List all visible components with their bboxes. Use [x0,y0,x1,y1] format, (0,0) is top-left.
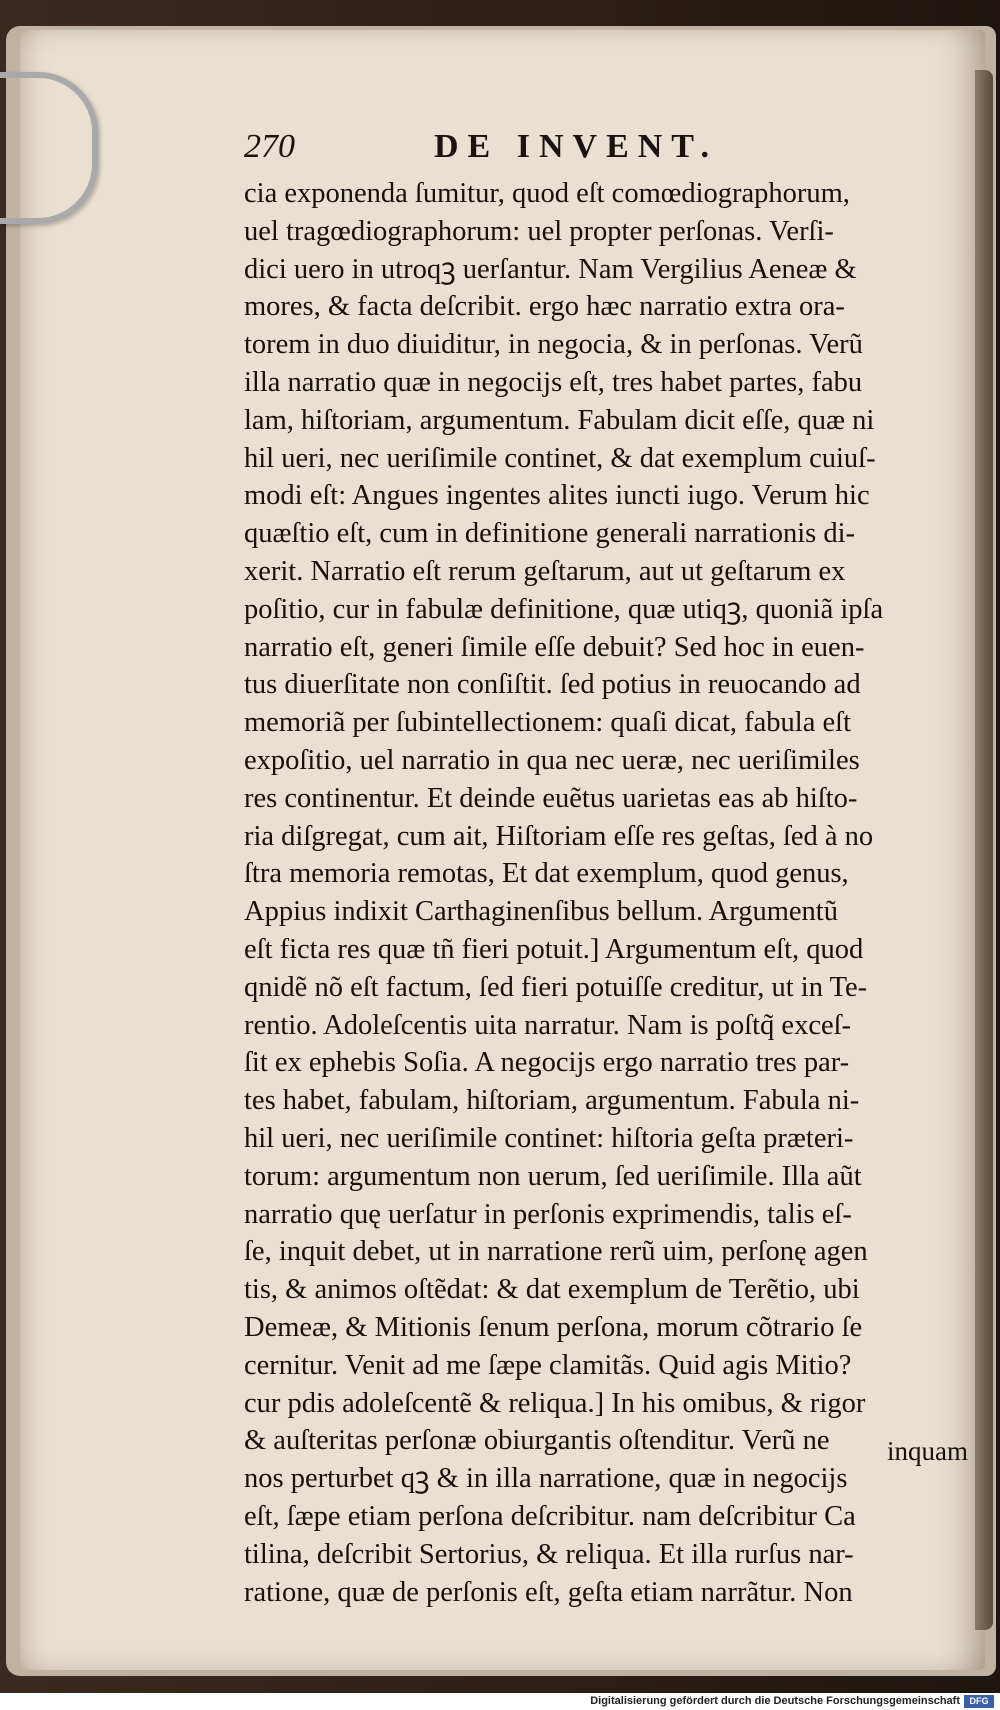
text-line: narratio eſt, generi ſimile eſſe debuit? Sed hoc in euen- [244,631,865,663]
text-line: cur pdis adoleſcentẽ & reliqua.] In his omibus, & rigor [244,1387,866,1419]
text-line: lam, hiſtoriam, argumentum. Fabulam dicit eſſe, quæ ni [244,404,875,436]
text-line: nos perturbet qꝫ & in illa narratione, quæ in negocijs [244,1463,848,1495]
text-line: eſt ficta res quæ tñ fieri potuit.] Argumentum eſt, quod [244,934,864,965]
text-line: narratio quę uerſatur in perſonis exprimendis, talis eſ- [244,1198,852,1230]
text-line: expoſitio, uel narratio in qua nec ueræ, nec ueriſimiles [244,745,860,776]
text-line: dici uero in utroqꝫ uerſantur. Nam Vergilius Aeneæ & [244,253,857,285]
text-line: torem in duo diuiditur, in negocia, & in perſonas. Verũ [244,329,863,361]
body-text [244,178,964,1608]
page-edge [975,70,993,1630]
text-line: eſt, ſæpe etiam perſona deſcribitur. nam deſcribitur Ca [244,1501,856,1532]
page-number: 270 [244,128,295,165]
text-line: tis, & animos oſtẽdat: & dat exemplum de Terẽtio, ubi [244,1274,860,1306]
text-line: ſe, inquit debet, ut in narratione rerũ uim, perſonę agen [244,1236,868,1268]
text-line: tilina, deſcribit Sertorius, & reliqua. Et illa rurſus nar- [244,1538,854,1570]
text-line: illa narratio quæ in negocijs eſt, tres habet partes, fabu [244,367,863,398]
text-line: cernitur. Venit ad me ſæpe clamitãs. Quid agis Mitio? [244,1349,852,1381]
running-head: DE INVENT. [434,128,718,165]
text-line: ſtra memoria remotas, Et dat exemplum, quod genus, [244,858,849,890]
text-line: Appius indixit Carthaginenſibus bellum. Argumentũ [244,896,838,928]
text-line: Demeæ, & Mitionis ſenum perſona, morum cõtrario ſe [244,1312,863,1343]
text-line: uel tragœdiographorum: uel propter perſonas. Verſi- [244,215,834,247]
text-line: mores, & facta deſcribit. ergo hæc narratio extra ora- [244,291,845,323]
text-line: xerit. Narratio eſt rerum geſtarum, aut ut geſtarum ex [244,556,846,587]
text-line: torum: argumentum non uerum, ſed ueriſimile. Illa aũt [244,1160,862,1192]
text-line: ſit ex ephebis Soſia. A negocijs ergo narratio tres par- [244,1047,850,1079]
text-line: modi eſt: Angues ingentes alites iuncti iugo. Verum hic [244,480,870,512]
text-line: ria diſgregat, cum ait, Hiſtoriam eſſe res geſtas, ſed à no [244,820,874,852]
clip-ribbon [0,72,98,224]
text-line: cia exponenda ſumitur, quod eſt comœdiographorum, [244,178,850,209]
digitization-footer [0,1693,1000,1710]
text-line: quæſtio eſt, cum in definitione generali narrationis di- [244,518,856,550]
footer-credit: Digitalisierung gefördert durch die Deutsche Forschungsgemeinschaft [590,1695,960,1707]
text-line: poſitio, cur in fabulæ definitione, quæ utiqꝫ, quoniã ipſa [244,593,884,625]
text-line: rentio. Adoleſcentis uita narratur. Nam is poſtq̃ exceſ- [244,1009,852,1041]
dfg-logo-icon: DFG [964,1695,994,1708]
text-line: res continentur. Et deinde euẽtus uarietas eas ab hiſto- [244,782,858,814]
text-line: memoriã per ſubintellectionem: quaſi dicat, fabula eſt [244,707,851,739]
text-line: & auſteritas perſonæ obiurgantis oſtenditur. Verũ ne [244,1425,830,1457]
text-line: hil ueri, nec ueriſimile continet, & dat exemplum cuiuſ- [244,442,876,474]
text-line: hil ueri, nec ueriſimile continet: hiſtoria geſta præteri- [244,1123,854,1154]
text-line: tes habet, fabulam, hiſtoriam, argumentum. Fabula ni- [244,1085,860,1117]
page-header [244,128,844,168]
catchword: inquam [887,1436,968,1466]
text-line: tus diuerſitate non conſiſtit. ſed potius in reuocando ad [244,669,861,701]
text-line: ratione, quæ de perſonis eſt, geſta etiam narrãtur. Non [244,1576,853,1608]
text-line: qnidẽ nõ eſt factum, ſed fieri potuiſſe creditur, ut in Te- [244,971,868,1003]
